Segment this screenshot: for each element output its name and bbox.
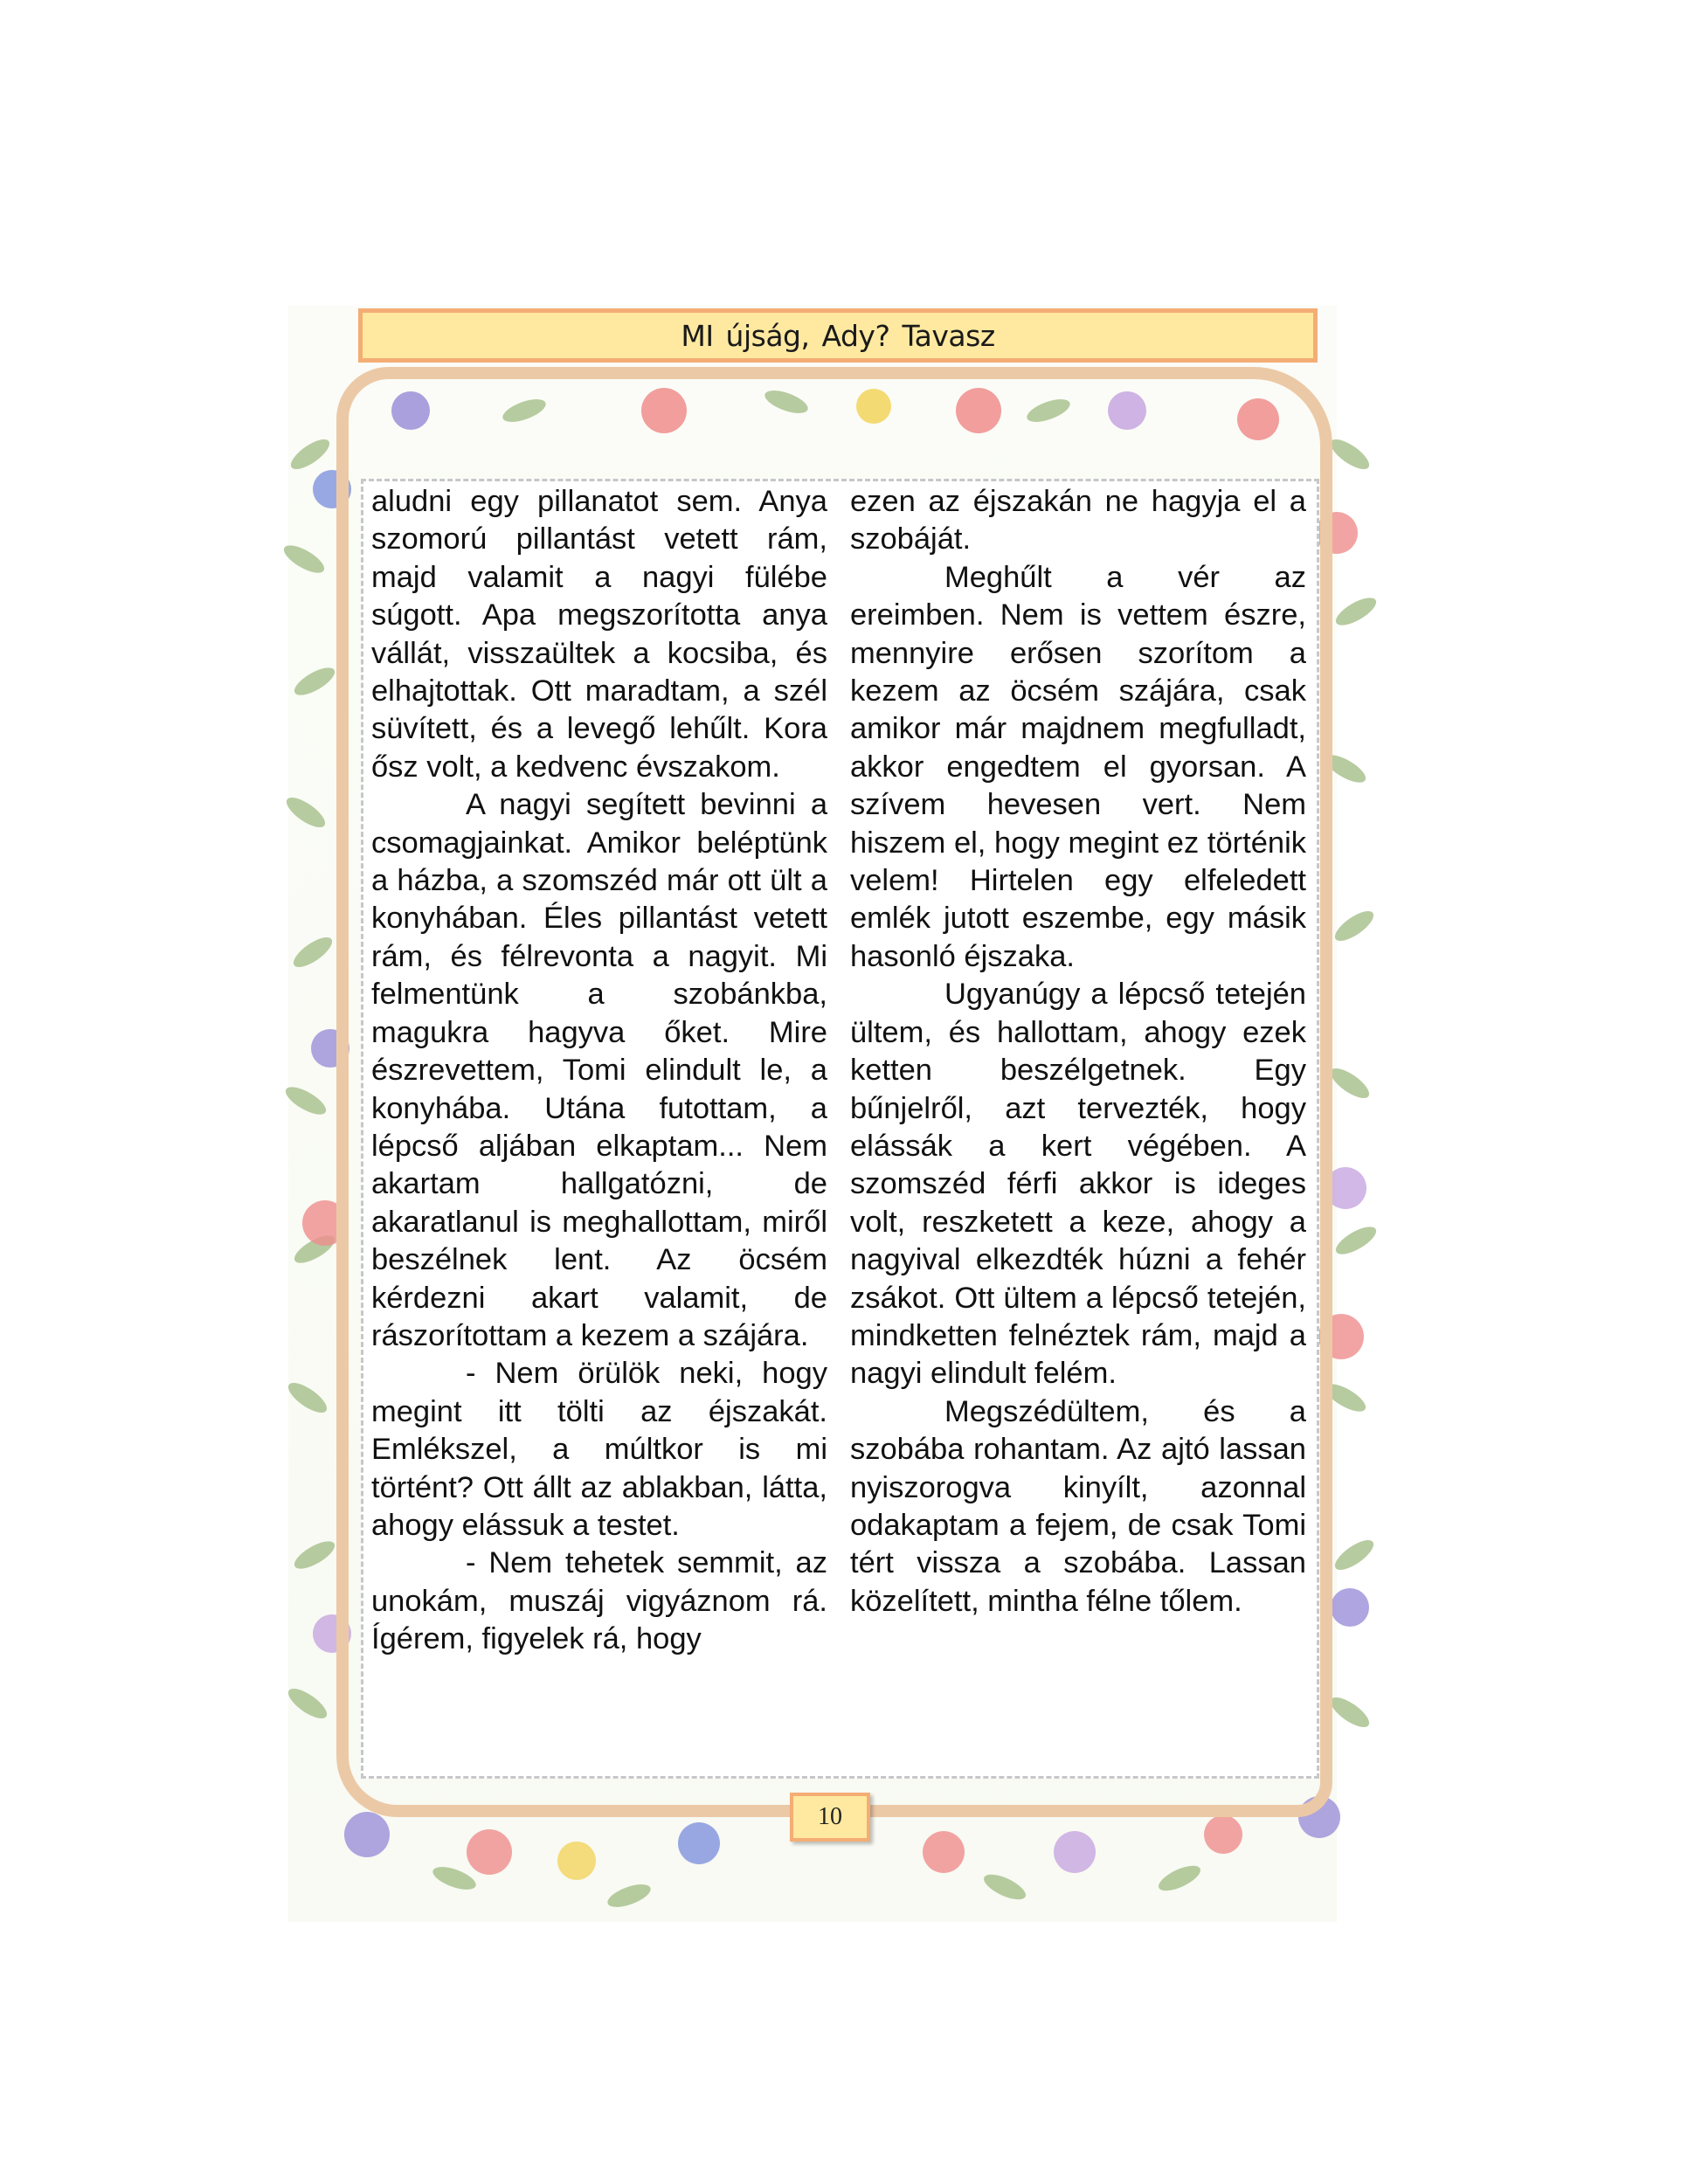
paragraph: ezen az éjszakán ne hagyja el a szobáját. — [850, 485, 1306, 556]
paragraph: aludni egy pillanatot sem. Anya szomorú pillantást vetett rám, majd valamit a nagyi fülébe súgott. Apa megszorította anya vállát, visszaültek a kocsiba, és elhajtottak. Ott maradtam, a szél süvített, és a levegő lehűlt. Kora ősz volt, a kedvenc évszakom. — [371, 485, 827, 784]
right-column — [850, 483, 1306, 1621]
paragraph: - Nem örülök neki, hogy megint itt tölti az éjszakát. Emlékszel, a múltkor is mi történt? Ott állt az ablakban, látta, ahogy elássuk a testet. — [371, 1357, 827, 1542]
header-bar — [358, 308, 1318, 363]
paragraph: Meghűlt a vér az ereimben. Nem is vettem észre, mennyire erősen szorítom a kezem az öcsém szájára, csak amikor már majdnem megfulladt, akkor engedtem el gyorsan. A szívem hevesen vert. Nem hiszem el, hogy megint ez történik velem! Hirtelen egy elfeledett emlék jutott eszembe, egy másik hasonló éjszaka. — [850, 560, 1306, 973]
page-number: 10 — [818, 1803, 842, 1830]
paragraph: Megszédültem, és a szobába rohantam. Az ajtó lassan nyiszorogva kinyílt, azonnal odakaptam a fejem, de csak Tomi tért vissza a szobába. Lassan közelített, mintha félne tőlem. — [850, 1394, 1306, 1618]
paragraph: A nagyi segített bevinni a csomagjainkat. Amikor beléptünk a házba, a szomszéd már ott ült a konyhában. Éles pillantást vetett rám, és félrevonta a nagyit. Mi felmentünk a szobánkba, magukra hagyva őket. Mire észrevettem, Tomi elindult le, a konyhába. Utána futottam, a lépcső aljában elkaptam... Nem akartam hallgatózni, de akaratlanul is meghallottam, miről beszélnek lent. Az öcsém kérdezni akart valamit, de rászorítottam a kezem a szájára. — [371, 788, 827, 1352]
paragraph: Ugyanúgy a lépcső tetején ültem, és hallottam, ahogy ezek ketten beszélgetnek. Egy bűnjelről, azt tervezték, hogy elássák a kert végében. A szomszéd férfi akkor is ideges volt, reszketett a keze, ahogy a nagyival elkezdték húzni a fehér zsákot. Ott ültem a lépcső tetején, mindketten felnéztek rám, majd a nagyi elindult felém. — [850, 978, 1306, 1391]
left-column — [371, 483, 827, 1659]
page-header-title: MI újság, Ady? Tavasz — [681, 318, 995, 353]
page-number-box — [790, 1793, 870, 1842]
paragraph: - Nem tehetek semmit, az unokám, muszáj vigyáznom rá. Ígérem, figyelek rá, hogy — [371, 1546, 827, 1656]
